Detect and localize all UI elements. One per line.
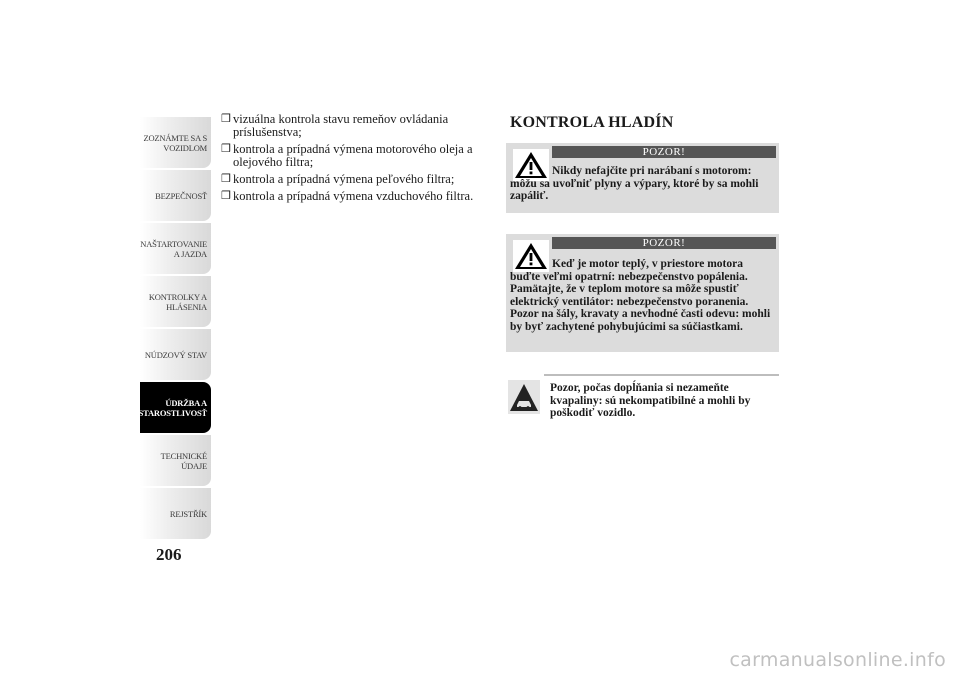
list-item-text: kontrola a prípadná výmena motorového oleja a olejového filtra;	[233, 142, 473, 169]
warning-box-smoking	[506, 143, 779, 213]
checkbox-bullet-icon: ❒	[221, 190, 231, 202]
tab-nastartovanie[interactable]	[140, 223, 211, 274]
list-item-text: kontrola a prípadná výmena vzduchového filtra.	[233, 189, 474, 203]
checkbox-bullet-icon: ❒	[221, 173, 231, 185]
warning-header: POZOR!	[552, 146, 776, 158]
list-item	[221, 143, 483, 169]
note-text: Pozor, počas dopĺňania si nezameňte kvapaliny: sú nekompatibilné a mohli by poškodiť vozidlo.	[550, 382, 751, 419]
watermark: carmanualsonline.info	[729, 649, 946, 671]
section-title: KONTROLA HLADÍN	[510, 114, 674, 131]
warning-text: Nikdy nefajčite pri narábaní s motorom: môžu sa uvoľniť plyny a výpary, ktoré by sa mohli zapáliť.	[510, 165, 759, 202]
list-item-text: vizuálna kontrola stavu remeňov ovládania príslušenstva;	[233, 112, 449, 139]
maintenance-list	[221, 113, 483, 207]
tab-label: KONTROLKY A HLÁSENIA	[148, 291, 207, 312]
list-item	[221, 113, 483, 139]
checkbox-bullet-icon: ❒	[221, 113, 231, 125]
list-item-text: kontrola a prípadná výmena peľového filtra;	[233, 172, 455, 186]
list-item	[221, 173, 483, 186]
warning-text: Keď je motor teplý, v priestore motora buďte veľmi opatrní: nebezpečenstvo popálenia. Pamätajte, že v teplom motore sa môže spustiť elektrický ventilátor: nebezpečenstvo poranenia. Pozor na šály, kravaty a nevhodné časti odevu: mohli by byť zachytené pohybujúcimi sa súčiastkami.	[510, 258, 771, 333]
tab-bezpecnost[interactable]	[140, 170, 211, 221]
tab-label: NÚDZOVÝ STAV	[144, 349, 207, 360]
tab-technicke-udaje[interactable]	[140, 435, 211, 486]
tab-zoznamte-sa[interactable]	[140, 117, 211, 168]
tab-nudzovy-stav[interactable]	[140, 329, 211, 380]
tab-kontrolky[interactable]	[140, 276, 211, 327]
tab-label: NAŠTARTOVANIE A JAZDA	[140, 238, 207, 259]
tab-label: ZOZNÁMTE SA S VOZIDLOM	[143, 132, 207, 153]
list-item	[221, 190, 483, 203]
tab-udrzba-active[interactable]	[140, 382, 211, 433]
page-number: 206	[156, 545, 182, 564]
tab-rejstrik[interactable]	[140, 488, 211, 539]
warning-box-hot-engine	[506, 234, 779, 352]
tab-label: ÚDRŽBA A STAROSTLIVOSŤ	[138, 397, 207, 418]
tab-label: REJSTŘÍK	[169, 508, 207, 519]
note-fluids	[506, 374, 779, 422]
tab-label: BEZPEČNOSŤ	[155, 190, 207, 201]
tab-label: TECHNICKÉ ÚDAJE	[160, 450, 207, 471]
warning-header: POZOR!	[552, 237, 776, 249]
car-caution-icon	[508, 380, 540, 414]
chapter-sidebar	[140, 117, 211, 541]
note-divider	[544, 374, 779, 376]
checkbox-bullet-icon: ❒	[221, 143, 231, 155]
